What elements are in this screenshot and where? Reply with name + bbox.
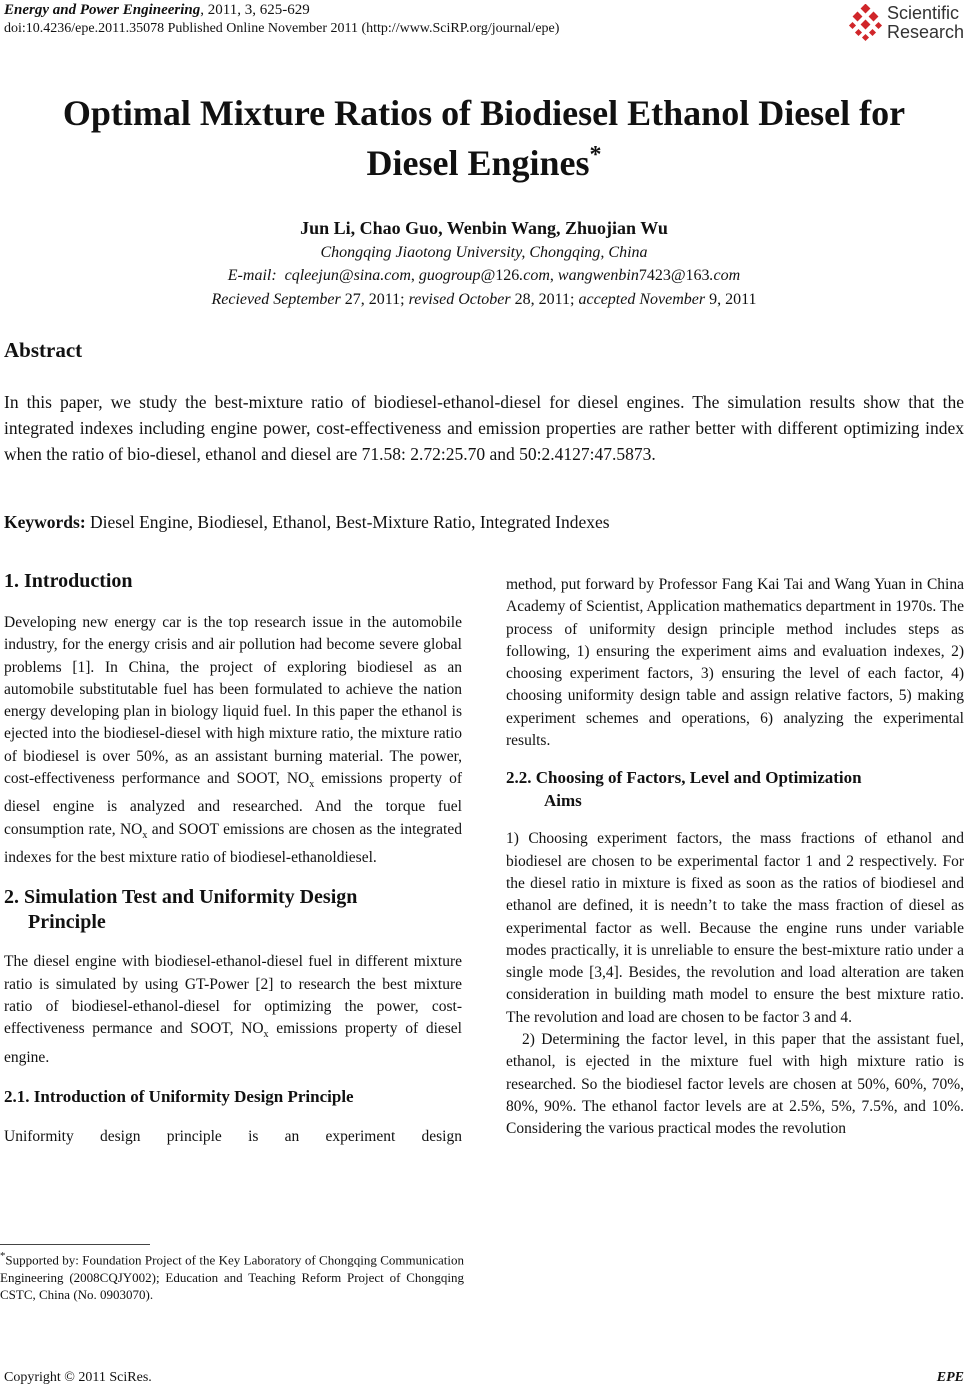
logo-text-line2: Research xyxy=(887,22,965,42)
doi-line: doi:10.4236/epe.2011.35078 Published Online November 2011 (http://www.SciRP.org/journal/epe) xyxy=(4,21,560,36)
journal-citation xyxy=(4,2,310,19)
accepted-label: accepted November xyxy=(578,291,706,308)
email-3a: wangwenbin xyxy=(557,267,639,284)
s2-text-b: emissions property of diesel engine. xyxy=(4,1020,462,1066)
title-line2: Diesel Engines xyxy=(366,143,590,183)
section-1-paragraph xyxy=(4,612,462,869)
logo-mark-icon xyxy=(848,4,884,42)
email-2a: guogroup@ xyxy=(418,267,496,284)
received-dates xyxy=(0,291,968,309)
footnote xyxy=(0,1248,464,1304)
copyright-notice: Copyright © 2011 SciRes. xyxy=(4,1370,152,1385)
footnote-marker: * xyxy=(0,1250,6,1262)
section-2-2-heading-line1: 2.2. Choosing of Factors, Level and Optimization xyxy=(506,768,862,788)
keywords xyxy=(4,512,964,533)
logo-text-line1: Scientific xyxy=(887,3,960,23)
left-column xyxy=(4,569,462,1148)
s1-text-b: emissions property of diesel engine is analyzed and researched. And the torque fuel consumption rate, NO xyxy=(4,770,462,838)
section-2-paragraph xyxy=(4,951,462,1069)
section-2-heading-line2: Principle xyxy=(28,911,106,934)
keywords-label: Keywords: xyxy=(4,512,86,532)
s1-text-a: Developing new energy car is the top research issue in the automobile industry, for the energy crisis and air pollution had become severe global problems [1]. In China, the project of exploring biodiesel as an automobile substitutable fuel has been formulated to achieve the nation energy developing plan in biology liquid fuel. In this paper the ethanol is ejected into the biodiesel-diesel with high mixture ratio, the mixture ratio of biodiesel is over 50%, as an assistant burning material. The power, cost-effectiveness performance and SOOT, NO xyxy=(4,614,462,788)
email-1: cqleejun@sina.com xyxy=(284,267,411,284)
keywords-text: Diesel Engine, Biodiesel, Ethanol, Best-Mixture Ratio, Integrated Indexes xyxy=(85,512,610,532)
email-2b: 126 xyxy=(495,267,520,284)
paper-title xyxy=(0,92,968,184)
received-date: 27, 2011; xyxy=(340,291,409,308)
email-3c: .com xyxy=(709,267,741,284)
scientific-research-logo xyxy=(848,4,966,44)
received-label: Recieved September xyxy=(211,291,341,308)
s2-text-a: The diesel engine with biodiesel-ethanol-diesel fuel in different mixture ratio is simulated by using GT-Power [2] to research the best mixture ratio of biodiesel-ethanol-diesel for optimizing the power, cost-effectiveness permance and SOOT, NO xyxy=(4,953,462,1038)
nox-subscript: x xyxy=(309,779,315,791)
right-column xyxy=(506,574,964,1141)
email-line: E-mail: cqleejun@sina.com, guogroup@126.com, wangwenbin7423@163.com xyxy=(227,267,741,284)
section-2-1-heading: 2.1. Introduction of Uniformity Design Principle xyxy=(4,1087,354,1107)
abstract-body: In this paper, we study the best-mixture ratio of biodiesel-ethanol-diesel for diesel engines. The simulation results show that the integrated indexes including engine power, cost-effectiveness and emission properties are rather better with different optimizing index when the ratio of bio-diesel, ethanol and diesel are 71.58: 2.72:25.70 and 50:2.4127:47.5873. xyxy=(4,392,964,464)
email-label: E-mail: xyxy=(227,267,277,284)
footnote-divider xyxy=(0,1244,150,1245)
title-footnote-marker: * xyxy=(589,142,602,168)
title-line1: Optimal Mixture Ratios of Biodiesel Ethanol Diesel for xyxy=(62,93,906,133)
accepted-date: 9, 2011 xyxy=(705,291,757,308)
section-2-1-paragraph: Uniformity design principle is an experiment design xyxy=(4,1128,462,1146)
right-paragraph-2: 1) Choosing experiment factors, the mass fractions of ethanol and biodiesel are chosen to be experimental factor 1 and 2 respectively. For the diesel ratio in mixture is fixed as soon as the ratios of biodiesel and ethanol are defined, it is needn’t to take the mass fraction of diesel as experimental factor as well. Because the engine runs under variable modes practically, it is unreliable to ensure the best-mixture ratio under a single mode [3,4]. Besides, the revolution and load alteration are taken consideration in building math model to ensure the best mixture ratio. The revolution and load are chosen to be factor 3 and 4. xyxy=(506,830,964,1026)
section-2-2-heading-line2: Aims xyxy=(544,791,582,811)
email-2c: .com xyxy=(519,267,550,284)
email-3b: 7423@163 xyxy=(638,267,710,284)
revised-date: 28, 2011; xyxy=(510,291,579,308)
section-2-heading xyxy=(4,885,462,935)
abstract-heading: Abstract xyxy=(4,338,83,362)
affiliation: Chongqing Jiaotong University, Chongqing, China xyxy=(320,244,648,261)
journal-abbreviation: EPE xyxy=(936,1370,964,1385)
author-list: Jun Li, Chao Guo, Wenbin Wang, Zhuojian Wu xyxy=(300,218,668,238)
right-paragraph-1: method, put forward by Professor Fang Kai Tai and Wang Yuan in China Academy of Scientist, Application mathematics department in 1970s. The process of uniformity design principle method includes steps as following, 1) ensuring the experiment aims and evaluation indexes, 2) choosing experiment factors, 3) ensuring the level of each factor, 4) choosing uniformity design table and assign relative factors, 5) making experiment schemes and operations, 6) analyzing the experimental results. xyxy=(506,576,964,750)
revised-label: revised October xyxy=(408,291,511,308)
journal-name: Energy and Power Engineering xyxy=(4,2,201,18)
section-2-heading-line1: 2. Simulation Test and Uniformity Design xyxy=(4,886,358,909)
nox-subscript: x xyxy=(263,1029,269,1041)
nox-subscript: x xyxy=(142,829,148,841)
section-1-heading: 1. Introduction xyxy=(4,570,133,592)
section-2-2-heading xyxy=(506,766,964,812)
right-paragraph-3: 2) Determining the factor level, in this paper that the assistant fuel, ethanol, is ejected in the mixture fuel with high mixture ratio is researched. So the biodiesel factor levels are chosen at 50%, 60%, 70%, 80%, 90%. The ethanol factor levels are at 2.5%, 5%, 7.5%, and 10%. Considering the various practical modes the revolution xyxy=(506,1031,964,1138)
journal-volume: , 2011, 3, 625-629 xyxy=(200,2,310,18)
s1-text-c: and SOOT emissions are chosen as the integrated indexes for the best mixture ratio of biodiesel-ethanoldiesel. xyxy=(4,820,462,867)
footnote-text: Supported by: Foundation Project of the Key Laboratory of Chongqing Communication Engineering (2008CQJY002); Education and Teaching Reform Project of Chongqing CSTC, China (No. 0903070). xyxy=(0,1252,464,1303)
